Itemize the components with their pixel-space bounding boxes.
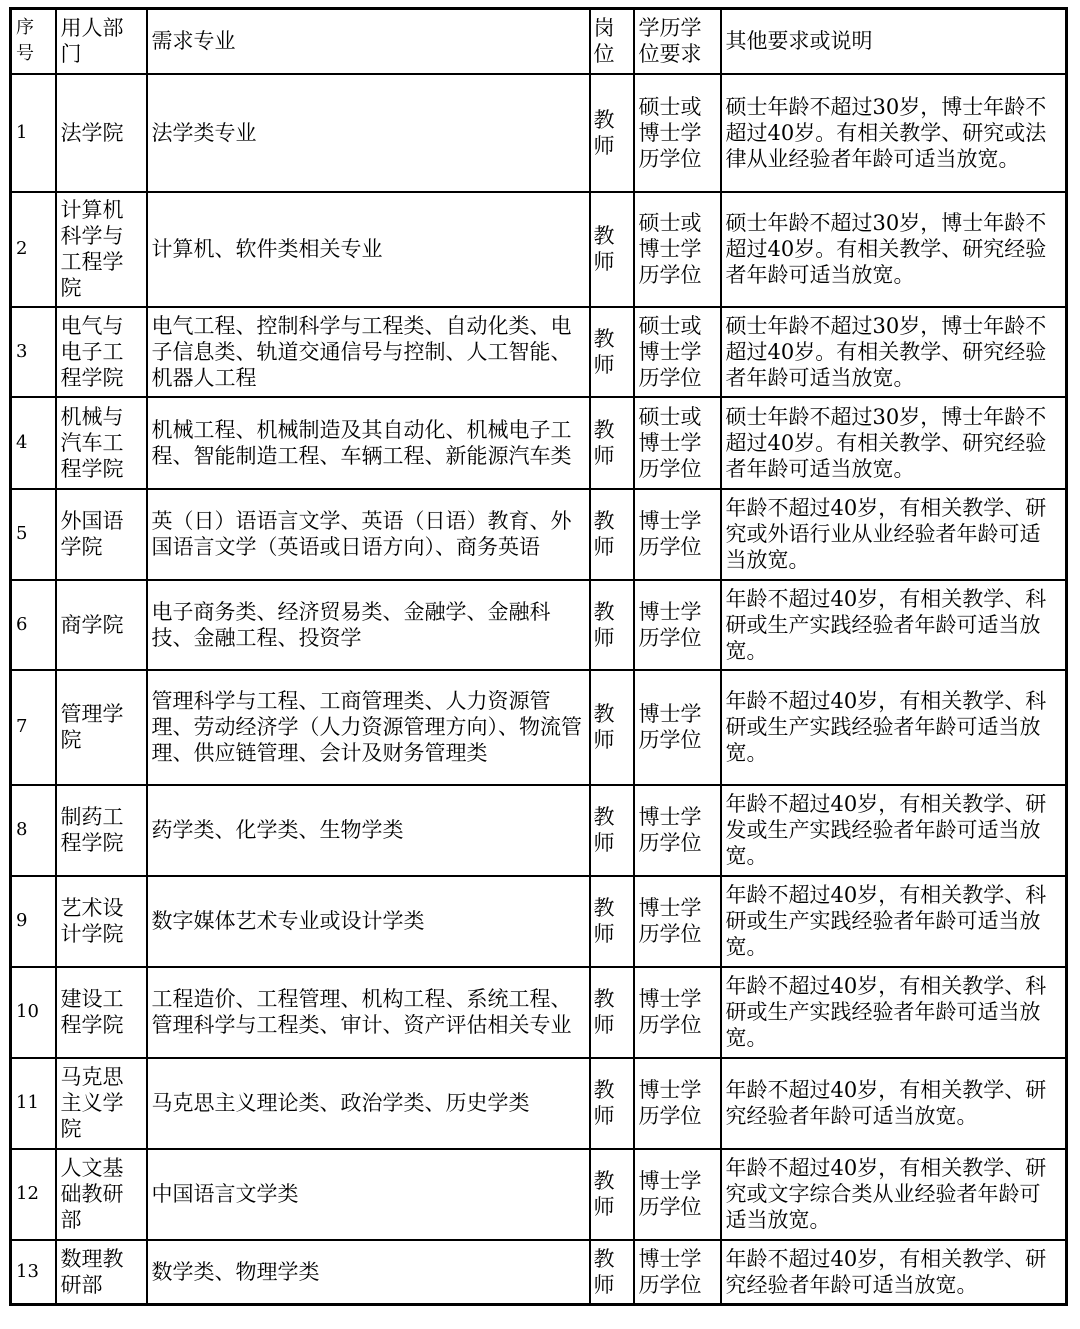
cell-no: 6 <box>11 580 56 670</box>
table-row <box>11 307 1067 397</box>
cell-dept: 人文基础教研部 <box>56 1149 147 1240</box>
cell-no: 13 <box>11 1240 56 1305</box>
table-row <box>11 397 1067 489</box>
cell-degree: 博士学历学位 <box>634 967 721 1058</box>
cell-position: 教师 <box>590 74 634 192</box>
cell-degree: 博士学历学位 <box>634 1058 721 1149</box>
cell-no: 12 <box>11 1149 56 1240</box>
cell-position: 教师 <box>590 876 634 967</box>
cell-degree: 硕士或博士学历学位 <box>634 397 721 489</box>
cell-no: 3 <box>11 307 56 397</box>
cell-degree: 硕士或博士学历学位 <box>634 307 721 397</box>
table-row <box>11 876 1067 967</box>
cell-dept: 制药工程学院 <box>56 785 147 876</box>
table-row <box>11 1058 1067 1149</box>
cell-degree: 硕士或博士学历学位 <box>634 74 721 192</box>
cell-notes: 年龄不超过40岁，有相关教学、研究经验者年龄可适当放宽。 <box>721 1240 1067 1305</box>
cell-dept: 马克思主义学院 <box>56 1058 147 1149</box>
cell-notes: 年龄不超过40岁，有相关教学、科研或生产实践经验者年龄可适当放宽。 <box>721 967 1067 1058</box>
cell-position: 教师 <box>590 1058 634 1149</box>
cell-degree: 博士学历学位 <box>634 489 721 580</box>
table-row <box>11 580 1067 670</box>
table-row <box>11 489 1067 580</box>
cell-degree: 博士学历学位 <box>634 1149 721 1240</box>
cell-degree: 博士学历学位 <box>634 785 721 876</box>
cell-dept: 电气与电子工程学院 <box>56 307 147 397</box>
cell-major: 计算机、软件类相关专业 <box>147 192 590 307</box>
cell-dept: 商学院 <box>56 580 147 670</box>
cell-degree: 博士学历学位 <box>634 1240 721 1305</box>
cell-dept: 管理学院 <box>56 670 147 785</box>
cell-major: 电子商务类、经济贸易类、金融学、金融科技、金融工程、投资学 <box>147 580 590 670</box>
cell-major: 管理科学与工程、工商管理类、人力资源管理、劳动经济学（人力资源管理方向）、物流管理、供应链管理、会计及财务管理类 <box>147 670 590 785</box>
cell-no: 9 <box>11 876 56 967</box>
cell-position: 教师 <box>590 967 634 1058</box>
cell-position: 教师 <box>590 785 634 876</box>
cell-major: 工程造价、工程管理、机构工程、系统工程、管理科学与工程类、审计、资产评估相关专业 <box>147 967 590 1058</box>
table-row <box>11 967 1067 1058</box>
cell-major: 数字媒体艺术专业或设计学类 <box>147 876 590 967</box>
cell-notes: 年龄不超过40岁，有相关教学、研究或外语行业从业经验者年龄可适当放宽。 <box>721 489 1067 580</box>
recruitment-table <box>9 7 1068 1306</box>
cell-notes: 硕士年龄不超过30岁，博士年龄不超过40岁。有相关教学、研究经验者年龄可适当放宽。 <box>721 192 1067 307</box>
header-degree: 学历学位要求 <box>634 9 721 74</box>
table-row <box>11 1149 1067 1240</box>
table-row <box>11 1240 1067 1305</box>
cell-no: 11 <box>11 1058 56 1149</box>
cell-degree: 博士学历学位 <box>634 580 721 670</box>
cell-dept: 数理教研部 <box>56 1240 147 1305</box>
cell-position: 教师 <box>590 1240 634 1305</box>
cell-dept: 建设工程学院 <box>56 967 147 1058</box>
cell-dept: 法学院 <box>56 74 147 192</box>
cell-position: 教师 <box>590 397 634 489</box>
cell-notes: 年龄不超过40岁，有相关教学、科研或生产实践经验者年龄可适当放宽。 <box>721 580 1067 670</box>
table-row <box>11 74 1067 192</box>
cell-notes: 年龄不超过40岁，有相关教学、研发或生产实践经验者年龄可适当放宽。 <box>721 785 1067 876</box>
table-row <box>11 192 1067 307</box>
cell-no: 10 <box>11 967 56 1058</box>
cell-no: 2 <box>11 192 56 307</box>
cell-position: 教师 <box>590 192 634 307</box>
cell-major: 数学类、物理学类 <box>147 1240 590 1305</box>
table-row <box>11 785 1067 876</box>
cell-no: 8 <box>11 785 56 876</box>
cell-major: 法学类专业 <box>147 74 590 192</box>
cell-position: 教师 <box>590 580 634 670</box>
cell-degree: 博士学历学位 <box>634 876 721 967</box>
cell-degree: 博士学历学位 <box>634 670 721 785</box>
cell-major: 机械工程、机械制造及其自动化、机械电子工程、智能制造工程、车辆工程、新能源汽车类 <box>147 397 590 489</box>
cell-no: 1 <box>11 74 56 192</box>
cell-no: 7 <box>11 670 56 785</box>
header-notes: 其他要求或说明 <box>721 9 1067 74</box>
cell-major: 中国语言文学类 <box>147 1149 590 1240</box>
cell-dept: 计算机科学与工程学院 <box>56 192 147 307</box>
cell-notes: 年龄不超过40岁，有相关教学、研究或文字综合类从业经验者年龄可适当放宽。 <box>721 1149 1067 1240</box>
table-row <box>11 670 1067 785</box>
cell-notes: 硕士年龄不超过30岁，博士年龄不超过40岁。有相关教学、研究或法律从业经验者年龄可适当放宽。 <box>721 74 1067 192</box>
cell-notes: 年龄不超过40岁，有相关教学、科研或生产实践经验者年龄可适当放宽。 <box>721 876 1067 967</box>
header-no: 序号 <box>11 9 56 74</box>
cell-dept: 机械与汽车工程学院 <box>56 397 147 489</box>
cell-major: 电气工程、控制科学与工程类、自动化类、电子信息类、轨道交通信号与控制、人工智能、机器人工程 <box>147 307 590 397</box>
cell-major: 药学类、化学类、生物学类 <box>147 785 590 876</box>
cell-position: 教师 <box>590 307 634 397</box>
cell-major: 英（日）语语言文学、英语（日语）教育、外国语言文学（英语或日语方向）、商务英语 <box>147 489 590 580</box>
header-row <box>11 9 1067 74</box>
cell-notes: 硕士年龄不超过30岁，博士年龄不超过40岁。有相关教学、研究经验者年龄可适当放宽。 <box>721 397 1067 489</box>
header-major: 需求专业 <box>147 9 590 74</box>
cell-dept: 外国语学院 <box>56 489 147 580</box>
cell-major: 马克思主义理论类、政治学类、历史学类 <box>147 1058 590 1149</box>
cell-dept: 艺术设计学院 <box>56 876 147 967</box>
cell-no: 5 <box>11 489 56 580</box>
cell-position: 教师 <box>590 1149 634 1240</box>
cell-no: 4 <box>11 397 56 489</box>
cell-degree: 硕士或博士学历学位 <box>634 192 721 307</box>
table-body <box>11 74 1067 1305</box>
cell-notes: 硕士年龄不超过30岁，博士年龄不超过40岁。有相关教学、研究经验者年龄可适当放宽。 <box>721 307 1067 397</box>
header-dept: 用人部门 <box>56 9 147 74</box>
header-position: 岗位 <box>590 9 634 74</box>
cell-position: 教师 <box>590 489 634 580</box>
cell-notes: 年龄不超过40岁，有相关教学、研究经验者年龄可适当放宽。 <box>721 1058 1067 1149</box>
cell-position: 教师 <box>590 670 634 785</box>
cell-notes: 年龄不超过40岁，有相关教学、科研或生产实践经验者年龄可适当放宽。 <box>721 670 1067 785</box>
